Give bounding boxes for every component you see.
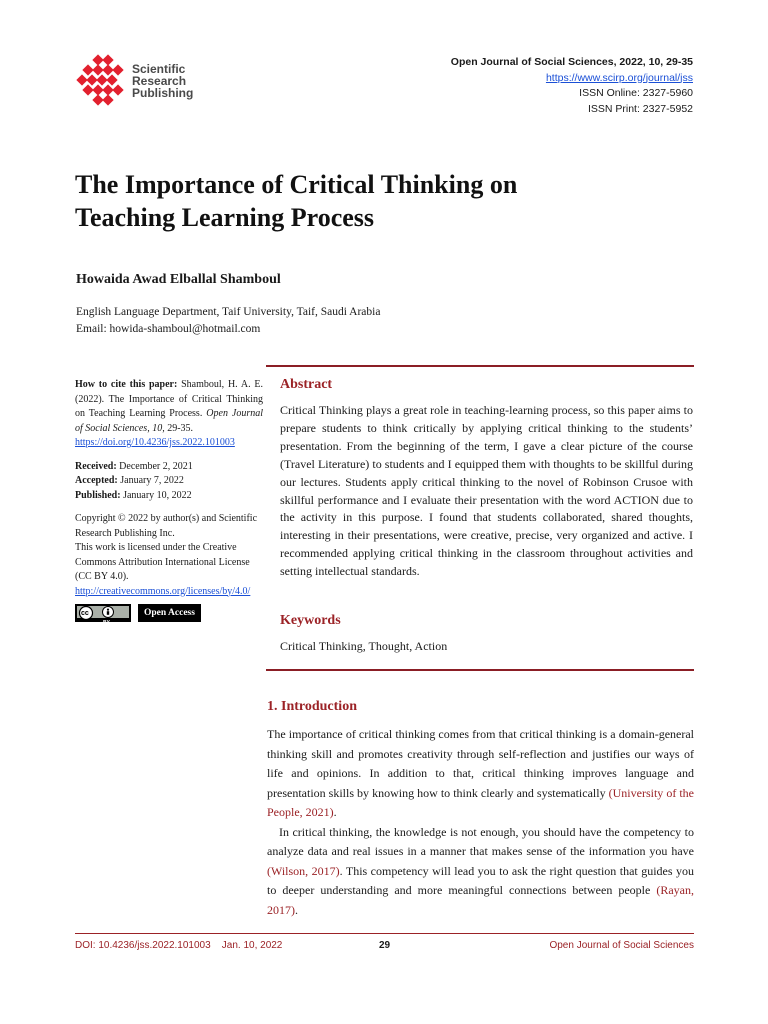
accepted-date — [75, 474, 263, 489]
abstract-text: Critical Thinking plays a great role in teaching-learning process, so this paper aims to prepare students to think critically by applying critical thinking to the students’ presentation. From the beginning of the term, I gave a clear picture of the course (Travel Literature) to students and I equipped them with thoughts to be skillful during our lectures. Students apply critical thinking to the novel of Robinson Crusoe with skillful performance and I evaluate their presentation with the word ACTION due to the activity in this purpose. I found that students collaborated, shared thoughts, interesting in their presentations, were creative, precise, very organized and active. I recommended applying critical thinking in the classroom throughout activities and setting intellectual standards. — [280, 403, 693, 579]
citation-link[interactable]: (Rayan, 2017) — [267, 883, 694, 917]
keywords-bottom-rule — [266, 669, 694, 671]
citation-journal: Open Journal of Social Sciences, 10, — [75, 408, 263, 434]
introduction-heading: 1. Introduction — [267, 699, 357, 714]
paragraph — [267, 823, 694, 921]
license-link[interactable]: http://creativecommons.org/licenses/by/4.0/ — [75, 585, 251, 597]
published-value: January 10, 2022 — [120, 489, 192, 501]
open-access-badge: Open Access — [138, 604, 201, 622]
footer-doi-date: DOI: 10.4236/jss.2022.101003 Jan. 10, 2022 — [75, 940, 283, 951]
publisher-logo — [76, 54, 206, 110]
citation-link[interactable]: (University of the People, 2021) — [267, 785, 695, 819]
paragraph-text: . — [333, 805, 337, 819]
journal-header — [451, 55, 693, 117]
journal-url-link[interactable]: https://www.scirp.org/journal/jss — [545, 71, 693, 84]
author-affiliation-block — [76, 304, 380, 338]
how-to-cite-label: How to cite this paper: — [75, 379, 178, 390]
citation-pages: 29-35. — [164, 422, 194, 434]
affiliation: English Language Department, Taif University, Taif, Saudi Arabia — [76, 306, 381, 318]
how-to-cite — [75, 378, 263, 451]
published-date — [75, 489, 263, 504]
introduction-body — [267, 725, 694, 920]
keywords-text: Critical Thinking, Thought, Action — [280, 639, 448, 653]
journal-citation: Open Journal of Social Sciences, 2022, 10, 29-35 — [450, 56, 693, 68]
cc-by-badge[interactable] — [75, 604, 131, 626]
paragraph-text: . — [295, 902, 298, 917]
paper-title — [75, 168, 675, 234]
issn-print: ISSN Print: 2327-5952 — [587, 102, 693, 115]
citation-text: Shamboul, H. A. E. (2022). The Importance of Critical Thinking on Teaching Learning Process. — [75, 379, 263, 419]
accepted-value: January 7, 2022 — [117, 475, 184, 486]
paragraph-text: The importance of critical thinking comes from that critical thinking is a domain-general thinking skill and promotes creativity through self-reflection and justifies our ways of life and opinions. In addition to that, critical thinking improves language and presentation skills by knowing how to think clearly and systematically — [267, 727, 694, 800]
license-badges — [75, 604, 263, 626]
received-value: December 2, 2021 — [116, 460, 193, 472]
published-label: Published: — [75, 489, 121, 501]
author-name: Howaida Awad Elballal Shamboul — [76, 272, 281, 287]
received-label: Received: — [75, 460, 117, 472]
dates-block — [75, 460, 263, 504]
author-email: Email: howida-shamboul@hotmail.com — [76, 323, 261, 335]
copyright-notice: Copyright © 2022 by author(s) and Scientific Research Publishing Inc. — [75, 513, 258, 539]
paper-title-line: Teaching Learning Process — [75, 203, 375, 232]
footer-journal-name: Open Journal of Social Sciences — [549, 940, 694, 951]
received-date — [75, 460, 263, 475]
publisher-logo-mark — [76, 54, 132, 110]
page-footer — [75, 940, 694, 954]
paper-title-line: The Importance of Critical Thinking on — [75, 170, 518, 199]
license-notice: This work is licensed under the Creative Commons Attribution International License (CC BY 4.0). — [75, 542, 250, 582]
article-info-sidebar — [75, 378, 263, 626]
footer-rule — [75, 933, 694, 934]
issn-online: ISSN Online: 2327-5960 — [579, 87, 693, 99]
paragraph-text: In critical thinking, the knowledge is not enough, you should have the competency to analyze data and real issues in a manner that makes sense of the information you have — [267, 824, 694, 858]
paragraph-text: . This competency will lead you to ask the right question that guides you to deeper understanding and more meaningful connections between people — [267, 863, 694, 897]
accepted-label: Accepted: — [75, 475, 118, 486]
by-label: BY — [103, 620, 110, 626]
abstract-heading: Abstract — [280, 377, 333, 392]
doi-link[interactable]: https://doi.org/10.4236/jss.2022.101003 — [75, 437, 235, 448]
publisher-name-line: Scientific — [132, 62, 186, 76]
citation-link[interactable]: (Wilson, 2017) — [267, 863, 340, 878]
page-number: 29 — [379, 940, 391, 951]
publisher-name-line: Publishing — [132, 86, 194, 100]
keywords-heading: Keywords — [280, 613, 341, 628]
cc-label: cc — [81, 610, 89, 617]
publisher-name — [132, 63, 193, 99]
abstract-top-rule — [266, 365, 694, 367]
paragraph — [267, 725, 694, 823]
publisher-name-line: Research — [132, 74, 187, 88]
